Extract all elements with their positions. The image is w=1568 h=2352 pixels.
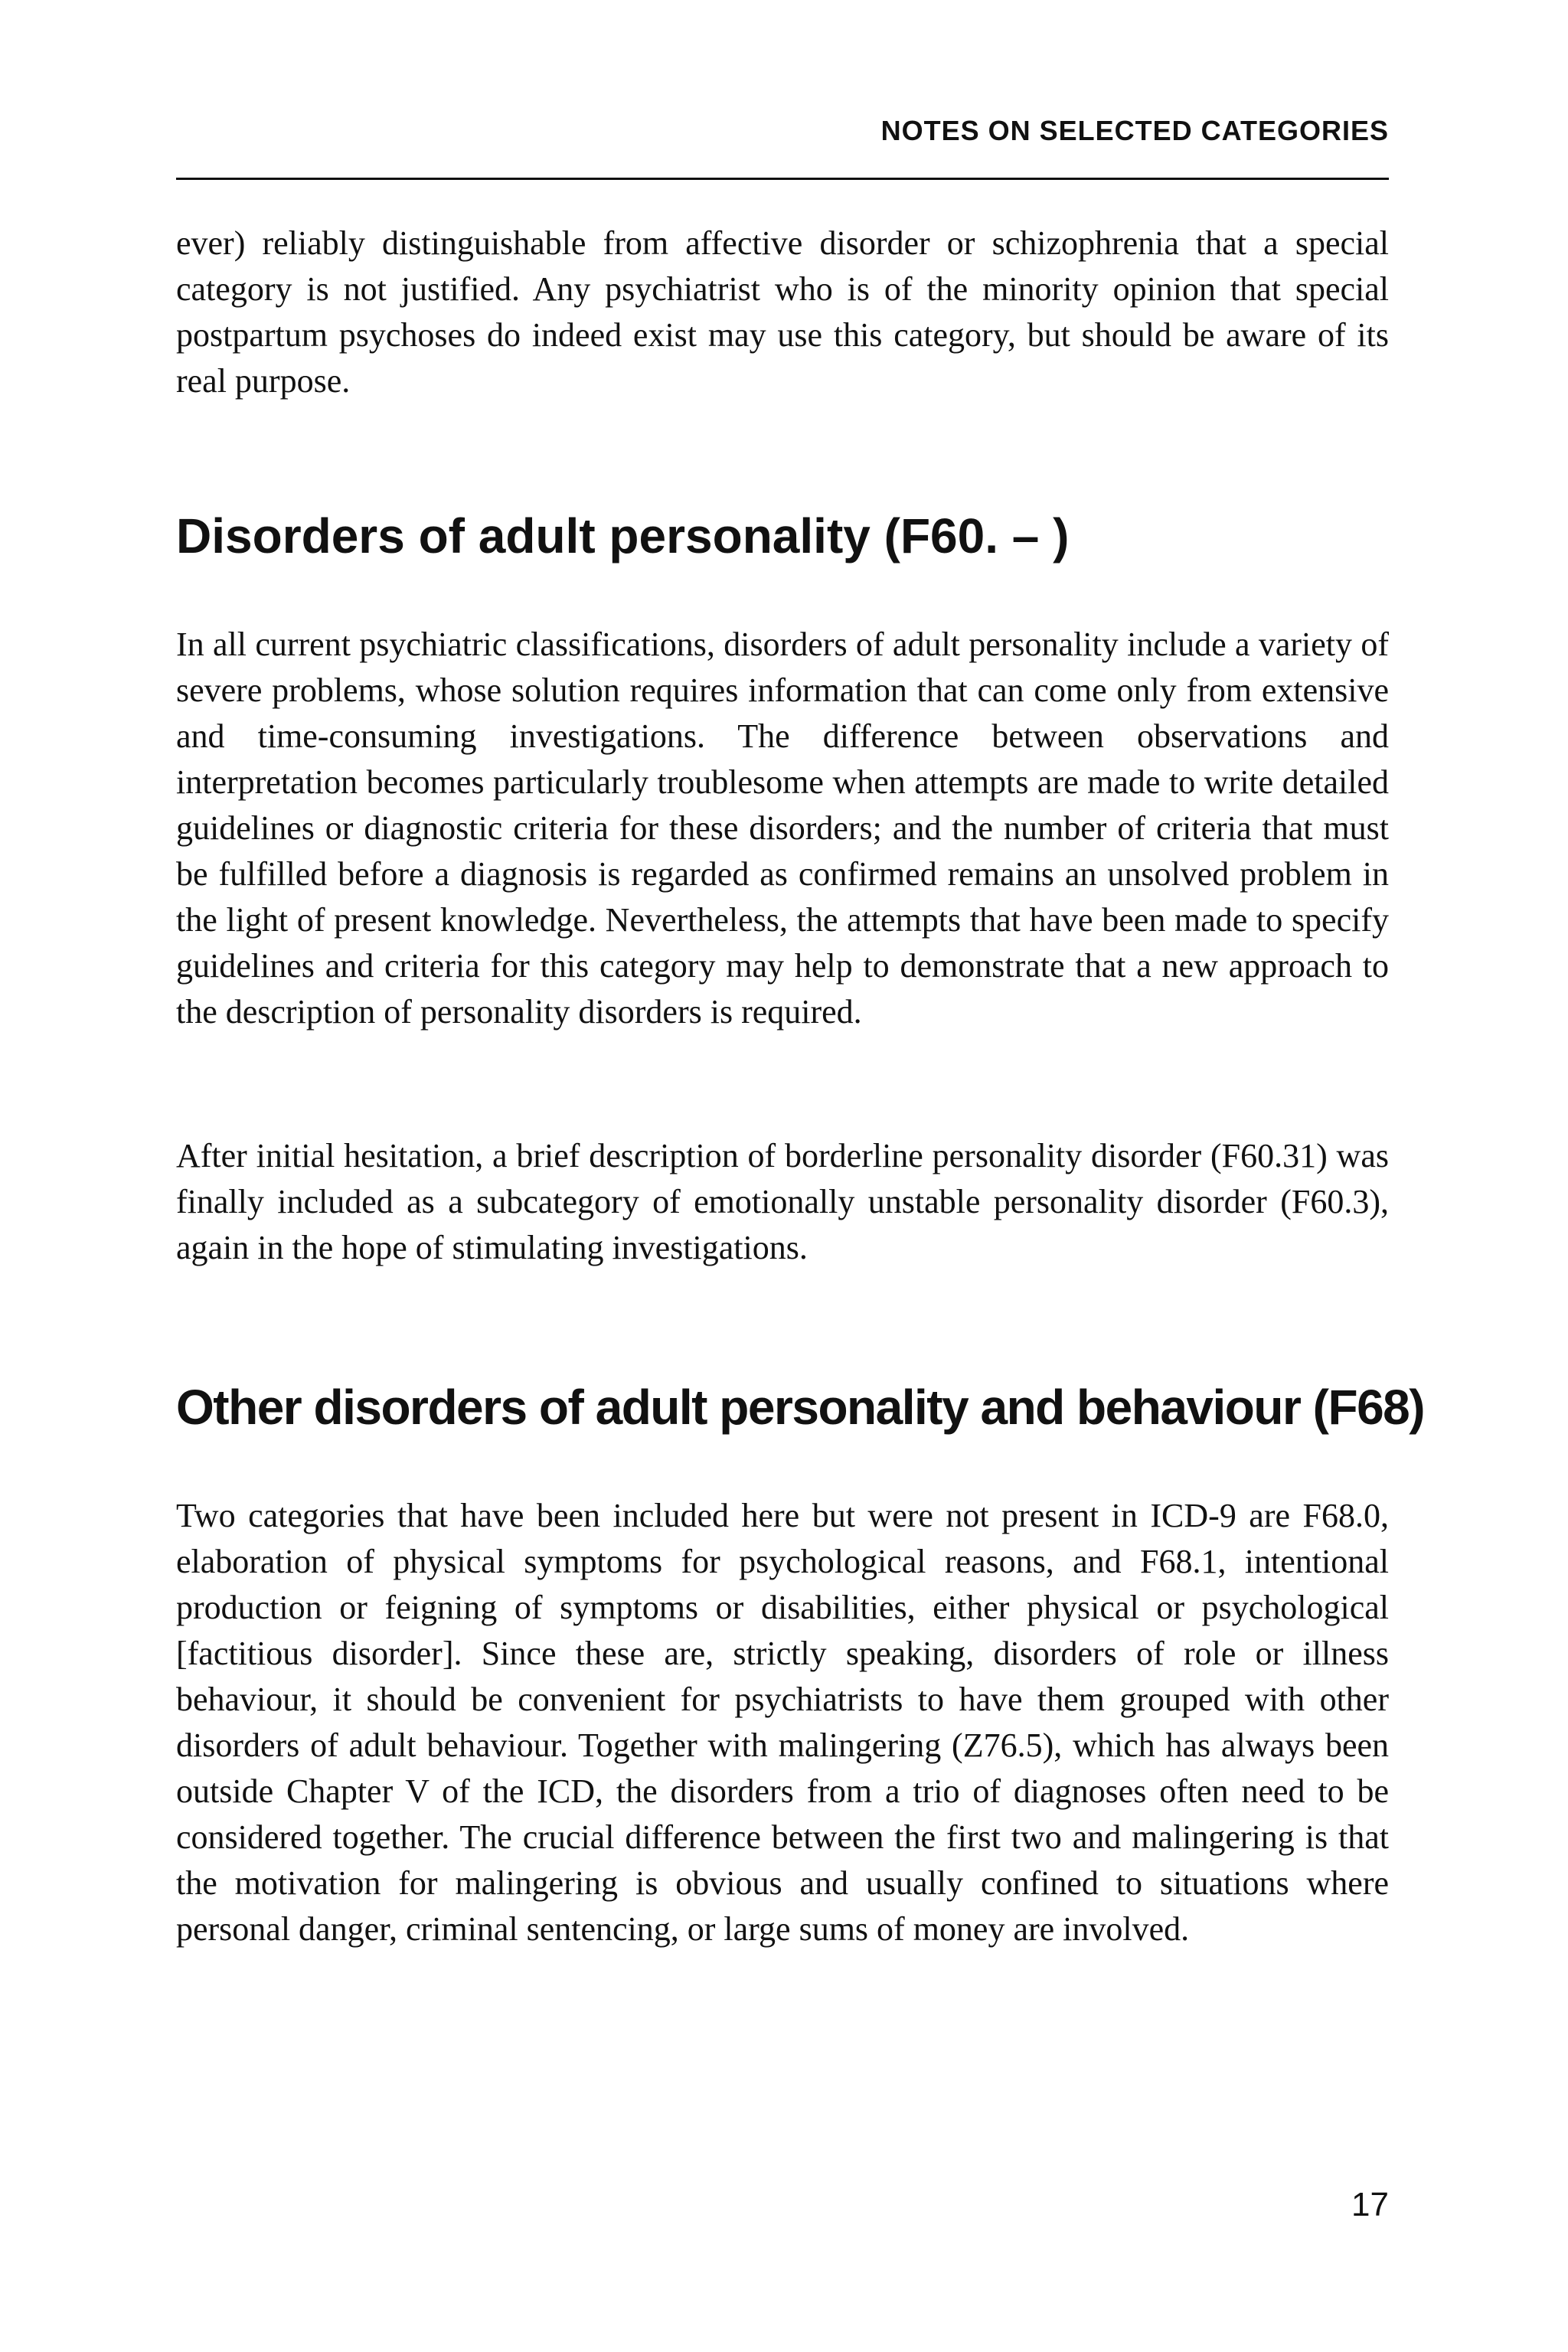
header-rule xyxy=(176,178,1389,180)
page-number: 17 xyxy=(1351,2186,1389,2223)
section-heading-f68: Other disorders of adult personality and behaviour (F68) xyxy=(176,1380,1425,1435)
intro-paragraph: ever) reliably distinguishable from affective disorder or schizophrenia that a special category is not justified. Any psychiatrist who is of the minority opinion that special postpartum psychoses do indeed exist may use this category, but should be aware of its real purpose. xyxy=(176,224,1389,400)
section-heading-f60: Disorders of adult personality (F60. – ) xyxy=(176,508,1070,564)
paragraph-f60-1: In all current psychiatric classifications, disorders of adult personality include a variety of severe problems, whose solution requires information that can come only from extensive and time-consuming investigations. The difference between observations and interpretation becomes particularly troublesome when attempts are made to write detailed guidelines or diagnostic criteria for these disorders; and the number of criteria that must be fulfilled before a diagnosis is regarded as confirmed remains an unsolved problem in the light of present knowledge. Nevertheless, the attempts that have been made to specify guidelines and criteria for this category may help to demonstrate that a new approach to the description of personality disorders is required. xyxy=(176,626,1389,1031)
paragraph-f60-2: After initial hesitation, a brief description of borderline personality disorder (F60.31) was finally included as a subcategory of emotionally unstable personality disorder (F60.3), again in the hope of stimulating investigations. xyxy=(176,1137,1389,1266)
running-head: NOTES ON SELECTED CATEGORIES xyxy=(880,115,1389,146)
paragraph-f68-1: Two categories that have been included here but were not present in ICD-9 are F68.0, elaboration of physical symptoms for psychological reasons, and F68.1, intentional production or feigning of symptoms or disabilities, either physical or psychological [factitious disorder]. Since these are, strictly speaking, disorders of role or illness behaviour, it should be convenient for psychiatrists to have them grouped with other disorders of adult behaviour. Together with malingering (Z76.5), which has always been outside Chapter V of the ICD, the disorders from a trio of diagnoses often need to be considered together. The crucial difference between the first two and malingering is that the motivation for malingering is obvious and usually confined to situations where personal danger, criminal sentencing, or large sums of money are involved. xyxy=(176,1497,1389,1948)
